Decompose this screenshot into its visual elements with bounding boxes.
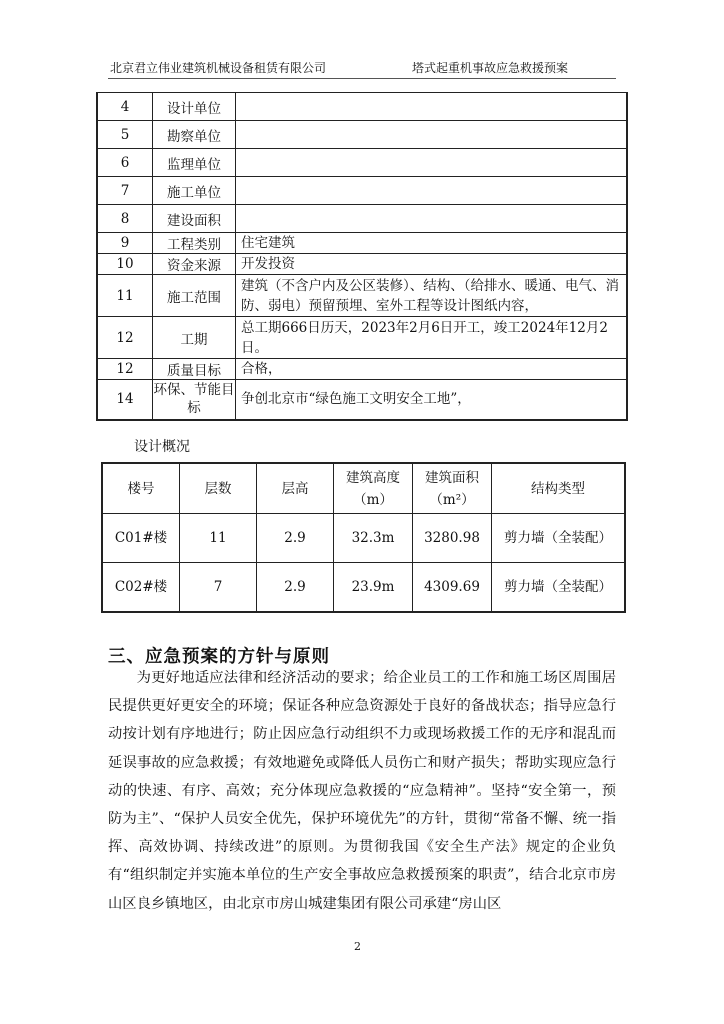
page-number: 2: [354, 940, 361, 953]
area-cell: 4309.69: [413, 563, 492, 613]
height-cell: 23.9m: [334, 563, 413, 613]
height-cell: 32.3m: [334, 514, 413, 563]
table-row: [97, 380, 627, 420]
row-item: 环保、节能目标: [153, 380, 236, 420]
table-row: [97, 275, 627, 317]
row-number: 5: [97, 121, 153, 149]
page-header: [108, 60, 616, 79]
row-number: 6: [97, 149, 153, 177]
floor-height-cell: 2.9: [257, 514, 334, 563]
table-row: [97, 93, 627, 121]
header-cell: 结构类型: [492, 463, 626, 514]
row-number: 12: [97, 317, 153, 359]
row-value: 开发投资: [236, 254, 628, 275]
building-cell: C01#楼: [102, 514, 180, 563]
row-value: 总工期666日历天，2023年2月6日开工，竣工2024年12月2日。: [236, 317, 628, 359]
row-item: 工程类别: [153, 233, 236, 254]
row-item: 工期: [153, 317, 236, 359]
row-item: 监理单位: [153, 149, 236, 177]
row-item: 资金来源: [153, 254, 236, 275]
document-title: 塔式起重机事故应急救援预案: [412, 61, 569, 75]
row-item: 勘察单位: [153, 121, 236, 149]
row-number: 11: [97, 275, 153, 317]
row-value: 住宅建筑: [236, 233, 628, 254]
table-row: [97, 149, 627, 177]
company-name: 北京君立伟业建筑机械设备租赁有限公司: [110, 61, 327, 75]
header-cell: 层数: [180, 463, 257, 514]
project-info-table: [96, 92, 628, 421]
row-value: 争创北京市“绿色施工文明安全工地”，: [236, 380, 628, 420]
row-value: 建筑（不含户内及公区装修）、结构、（给排水、暖通、电气、消防、弱电）预留预埋、室外工程等设计图纸内容，: [236, 275, 628, 317]
row-number: 9: [97, 233, 153, 254]
row-value: [236, 205, 628, 233]
table-row: [97, 233, 627, 254]
row-item: 施工范围: [153, 275, 236, 317]
floor-height-cell: 2.9: [257, 563, 334, 613]
header-cell: 建筑面积（m²）: [413, 463, 492, 514]
table-row: [97, 177, 627, 205]
design-overview-label: 设计概况: [134, 439, 190, 455]
header-cell: 层高: [257, 463, 334, 514]
header-cell: 建筑高度（m）: [334, 463, 413, 514]
row-item: 质量目标: [153, 359, 236, 380]
table-row: [97, 359, 627, 380]
table-header-row: [102, 463, 625, 514]
row-item: 设计单位: [153, 93, 236, 121]
row-item: 施工单位: [153, 177, 236, 205]
section-title: 三、应急预案的方针与原则: [108, 647, 330, 667]
header-cell: 楼号: [102, 463, 180, 514]
section-paragraph: 为更好地适应法律和经济活动的要求；给企业员工的工作和施工场区周围居民提供更好更安全的环境；保证各种应急资源处于良好的备战状态；指导应急行动按计划有序地进行；防止因应急行动组织不力或现场救援工作的无序和混乱而延误事故的应急救援；有效地避免或降低人员伤亡和财产损失；帮助实现应急行动的快速、有序、高效；充分体现应急救援的“应急精神”。坚持“安全第一，预防为主”、“保护人员安全优先，保护环境优先”的方针，贯彻“常备不懈、统一指挥、高效协调、持续改进”的原则。为贯彻我国《安全生产法》规定的企业负有“组织制定并实施本单位的生产安全事故应急救援预案的职责”，结合北京市房山区良乡镇地区，由北京市房山城建集团有限公司承建“房山区: [108, 670, 616, 912]
row-value: [236, 177, 628, 205]
row-value: [236, 149, 628, 177]
area-cell: 3280.98: [413, 514, 492, 563]
row-number: 4: [97, 93, 153, 121]
row-number: 12: [97, 359, 153, 380]
row-value: [236, 121, 628, 149]
table-row: [102, 563, 625, 613]
table-row: [97, 317, 627, 359]
row-value: 合格，: [236, 359, 628, 380]
row-item: 建设面积: [153, 205, 236, 233]
table-row: [97, 121, 627, 149]
floors-cell: 7: [180, 563, 257, 613]
row-value: [236, 93, 628, 121]
floors-cell: 11: [180, 514, 257, 563]
table-row: [102, 514, 625, 563]
row-number: 8: [97, 205, 153, 233]
row-number: 14: [97, 380, 153, 420]
structure-cell: 剪力墙（全装配）: [492, 563, 626, 613]
table-row: [97, 254, 627, 275]
row-number: 10: [97, 254, 153, 275]
building-cell: C02#楼: [102, 563, 180, 613]
structure-cell: 剪力墙（全装配）: [492, 514, 626, 563]
table-row: [97, 205, 627, 233]
row-number: 7: [97, 177, 153, 205]
design-overview-table: [101, 462, 626, 613]
